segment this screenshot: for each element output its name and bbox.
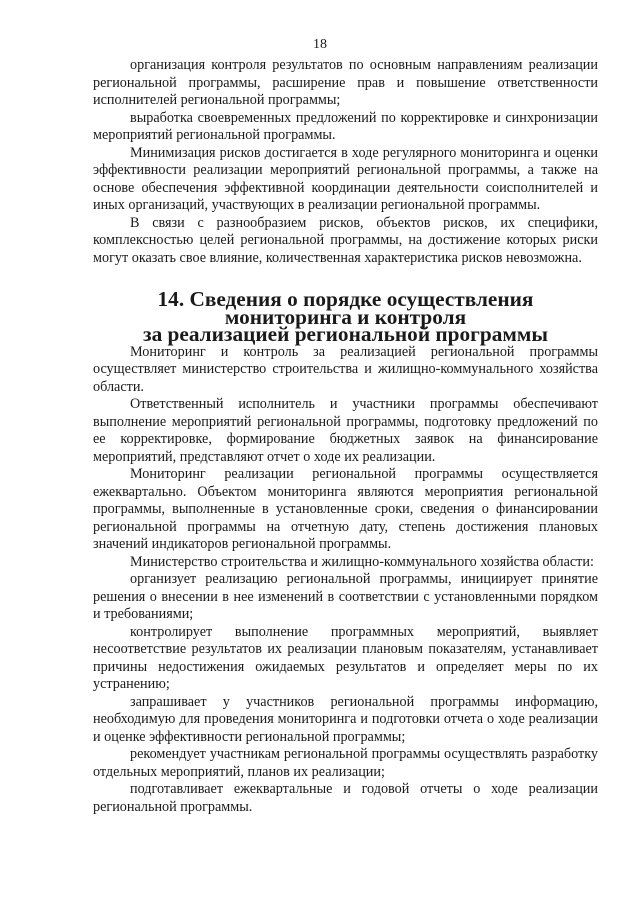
paragraph-prepares-reports: подготавливает ежеквартальные и годовой отчеты о ходе реализации региональной программы. <box>93 781 598 815</box>
paragraph-organizes: организует реализацию региональной программы, инициирует принятие решения о внесении в нее изменений в соответствии с установленными порядком и требованиями; <box>93 571 598 622</box>
section-heading-line-1: 14. Сведения о порядке осуществления мониторинга и контроля <box>157 287 534 329</box>
paragraph-risk-diversity: В связи с разнообразием рисков, объектов рисков, их специфики, комплексностью целей региональной программы, на достижение которых риски могут оказать свое влияние, количественная характеристика рисков невозможна. <box>93 214 598 266</box>
section-heading-line-2: за реализацией региональной программы <box>143 322 548 346</box>
paragraph-controls: контролирует выполнение программных мероприятий, выявляет несоответствие результатов их реализации плановым показателям, устанавливает причины недостижения ожидаемых результатов и определяет меры по их устранению; <box>93 623 598 692</box>
paragraph-recommends: рекомендует участникам региональной программы осуществлять разработку отдельных мероприятий, планов их реализации; <box>93 746 598 780</box>
section-heading <box>93 287 598 346</box>
paragraph-responsible-executor: Ответственный исполнитель и участники программы обеспечивают выполнение мероприятий региональной программы, подготовку предложений по ее корректировке, формирование бюджетных заявок на финансирование мероприятий, представляют отчет о ходе их реализации. <box>93 396 598 465</box>
paragraph-ministry-intro: Министерство строительства и жилищно-коммунального хозяйства области: <box>130 553 594 570</box>
paragraph-proposals: выработка своевременных предложений по корректировке и синхронизации мероприятий региональной программы. <box>93 109 598 143</box>
paragraph-control-organization: организация контроля результатов по основным направлениям реализации региональной программы, расширение прав и повышение ответственности исполнителей региональной программы; <box>93 57 598 108</box>
page-number: 18 <box>313 37 327 52</box>
section-spacer <box>93 267 598 277</box>
page-content <box>93 57 598 816</box>
paragraph-monitoring-ministry: Мониторинг и контроль за реализацией региональной программы осуществляет министерство строительства и жилищно-коммунального хозяйства области. <box>93 343 598 395</box>
paragraph-requests: запрашивает у участников региональной программы информацию, необходимую для проведения мониторинга и подготовки отчета о ходе реализации и оценке эффективности региональной программы; <box>93 693 598 745</box>
paragraph-risk-minimization: Минимизация рисков достигается в ходе регулярного мониторинга и оценки эффективности реализации мероприятий региональной программы, а также на основе обеспечения эффективной координации деятельности соисполнителей и иных организаций, участвующих в реализации региональной программы. <box>93 144 598 213</box>
paragraph-quarterly-monitoring: Мониторинг реализации региональной программы осуществляется ежеквартально. Объектом мониторинга являются мероприятия региональной программы, выполненные в установленные сроки, сведения о финансировании региональной программы на отчетную дату, степень достижения плановых значений индикаторов региональной программы. <box>93 466 598 552</box>
